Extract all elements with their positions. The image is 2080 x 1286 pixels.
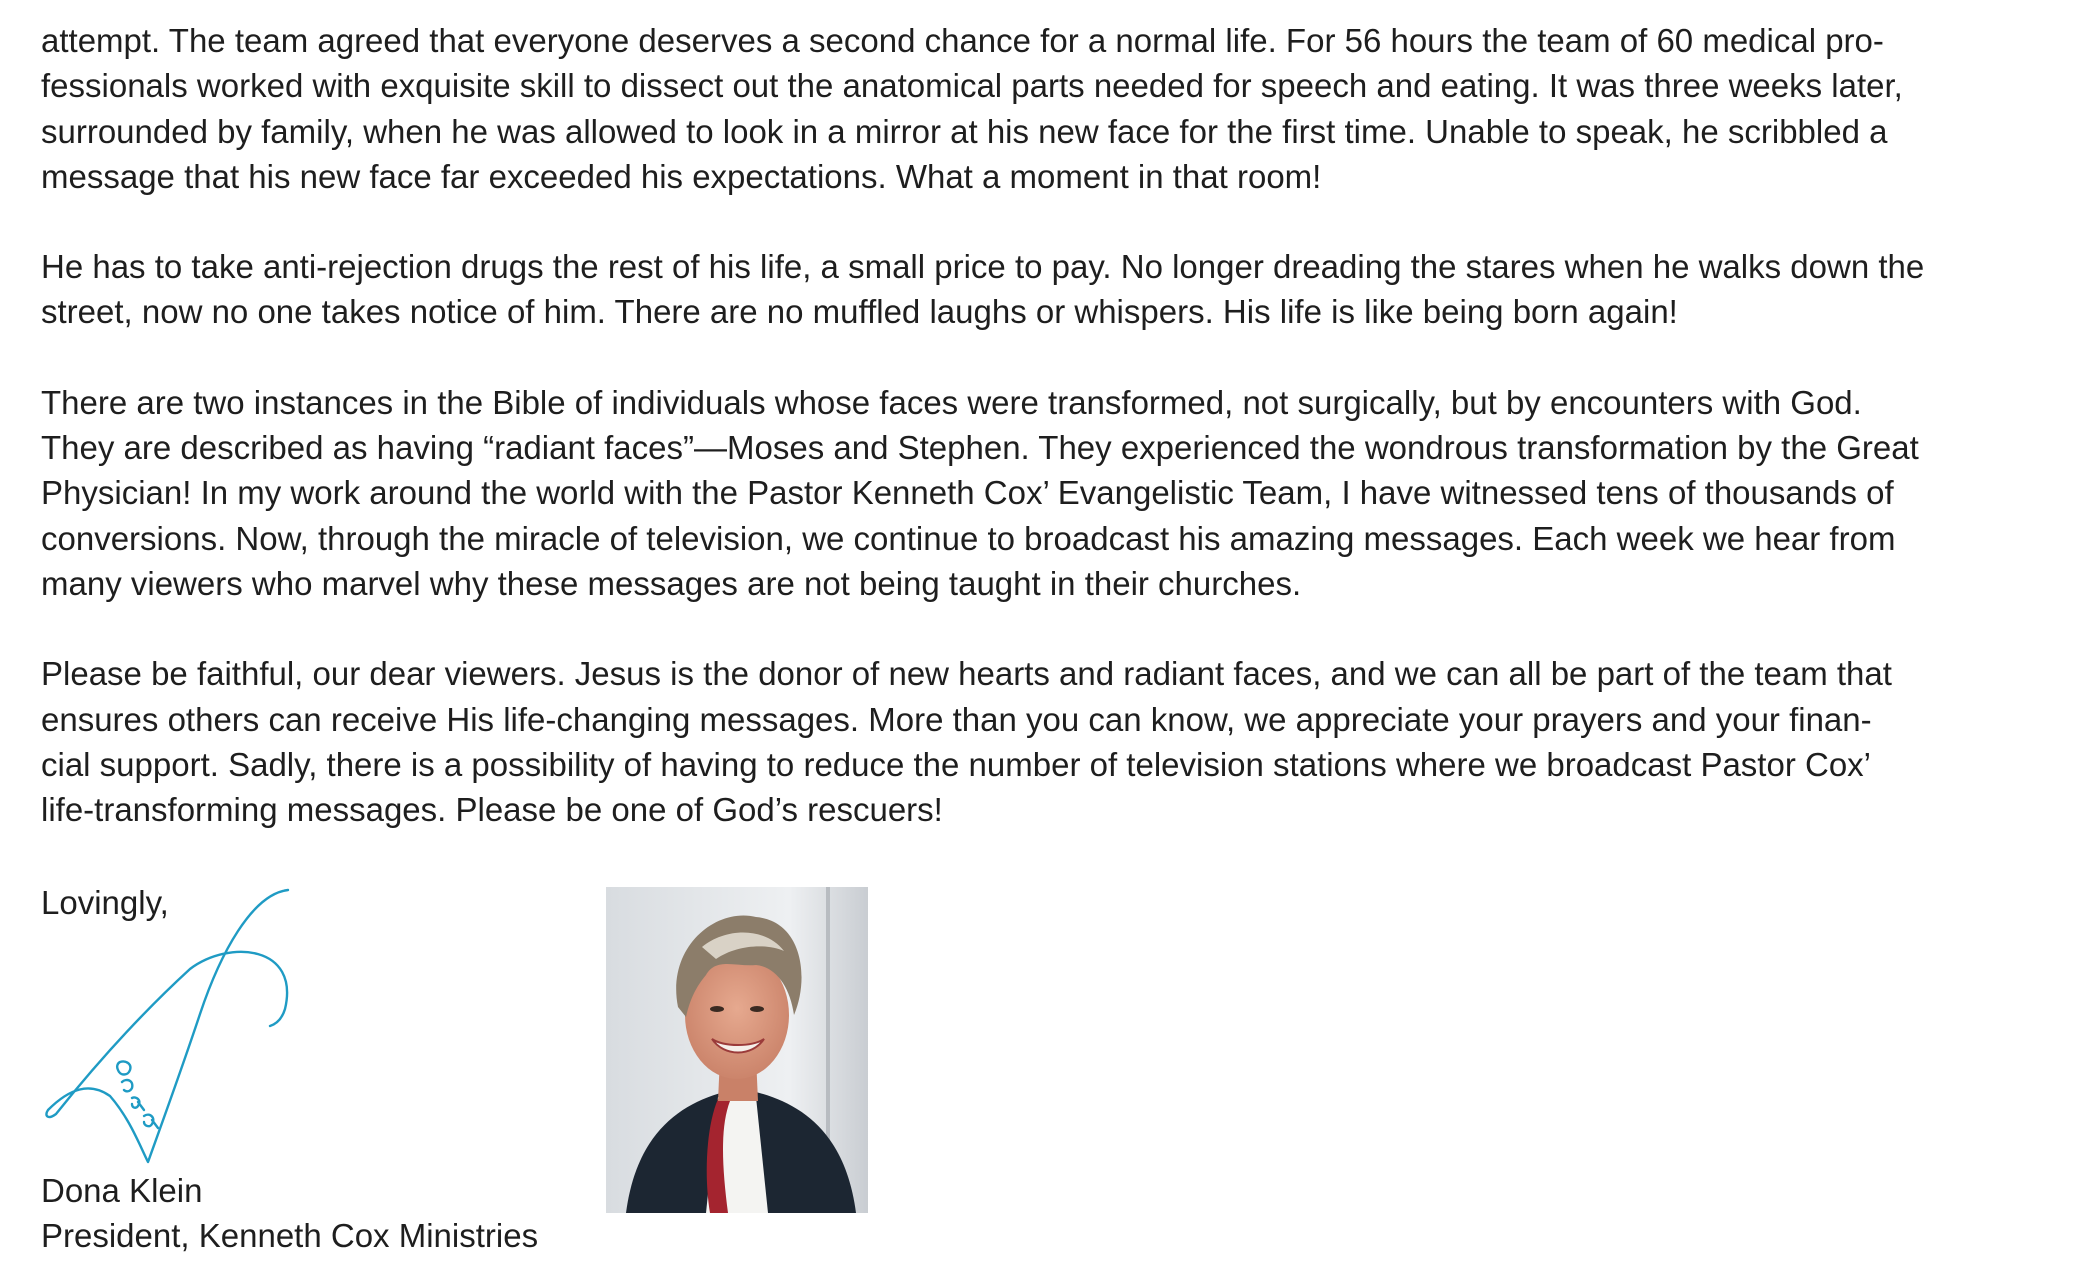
closing-salutation: Lovingly,: [41, 884, 169, 921]
text-line: cial support. Sadly, there is a possibility of having to reduce the number of television stations where we broadcast Pastor Cox’: [41, 745, 1872, 783]
text-line: surrounded by family, when he was allowed to look in a mirror at his new face for the first time. Unable to speak, he scribbled a: [41, 112, 1888, 150]
signer-title: President, Kenneth Cox Ministries: [41, 1217, 539, 1254]
signer-block: [41, 1168, 538, 1258]
paragraph: [41, 244, 2031, 335]
text-line: attempt. The team agreed that everyone deserves a second chance for a normal life. For 56 hours the team of 60 medical pro-: [41, 22, 1884, 59]
text-line: life-transforming messages. Please be one of God’s rescuers!: [41, 791, 943, 829]
paragraph: [41, 651, 2031, 832]
text-line: street, now no one takes notice of him. There are no muffled laughs or whispers. His life is like being born again!: [41, 293, 1678, 331]
text-line: Physician! In my work around the world with the Pastor Kenneth Cox’ Evangelistic Team, I have witnessed tens of thousands of: [41, 474, 1894, 512]
text-line: He has to take anti-rejection drugs the rest of his life, a small price to pay. No longer dreading the stares when he walks down the: [41, 248, 1925, 286]
letter-body: [41, 18, 2031, 877]
paragraph: [41, 380, 2031, 606]
paragraph: [41, 18, 2031, 199]
text-line: They are described as having “radiant faces”—Moses and Stephen. They experienced the wondrous transformation by the Great: [41, 429, 1919, 467]
text-line: many viewers who marvel why these messages are not being taught in their churches.: [41, 564, 1302, 602]
text-line: message that his new face far exceeded his expectations. What a moment in that room!: [41, 157, 1322, 195]
text-line: There are two instances in the Bible of individuals whose faces were transformed, not surgically, but by encounters with God.: [41, 383, 1862, 421]
text-line: fessionals worked with exquisite skill to dissect out the anatomical parts needed for speech and eating. It was three weeks later,: [41, 67, 1903, 105]
text-line: conversions. Now, through the miracle of television, we continue to broadcast his amazing messages. Each week we hear from: [41, 519, 1896, 557]
text-line: Please be faithful, our dear viewers. Jesus is the donor of new hearts and radiant faces, and we can all be part of the team that: [41, 655, 1892, 693]
handwritten-signature: [40, 884, 300, 1174]
signer-name: Dona Klein: [41, 1172, 203, 1209]
text-line: ensures others can receive His life-changing messages. More than you can know, we appreciate your prayers and your finan-: [41, 700, 1872, 738]
portrait-photo: [606, 887, 868, 1213]
